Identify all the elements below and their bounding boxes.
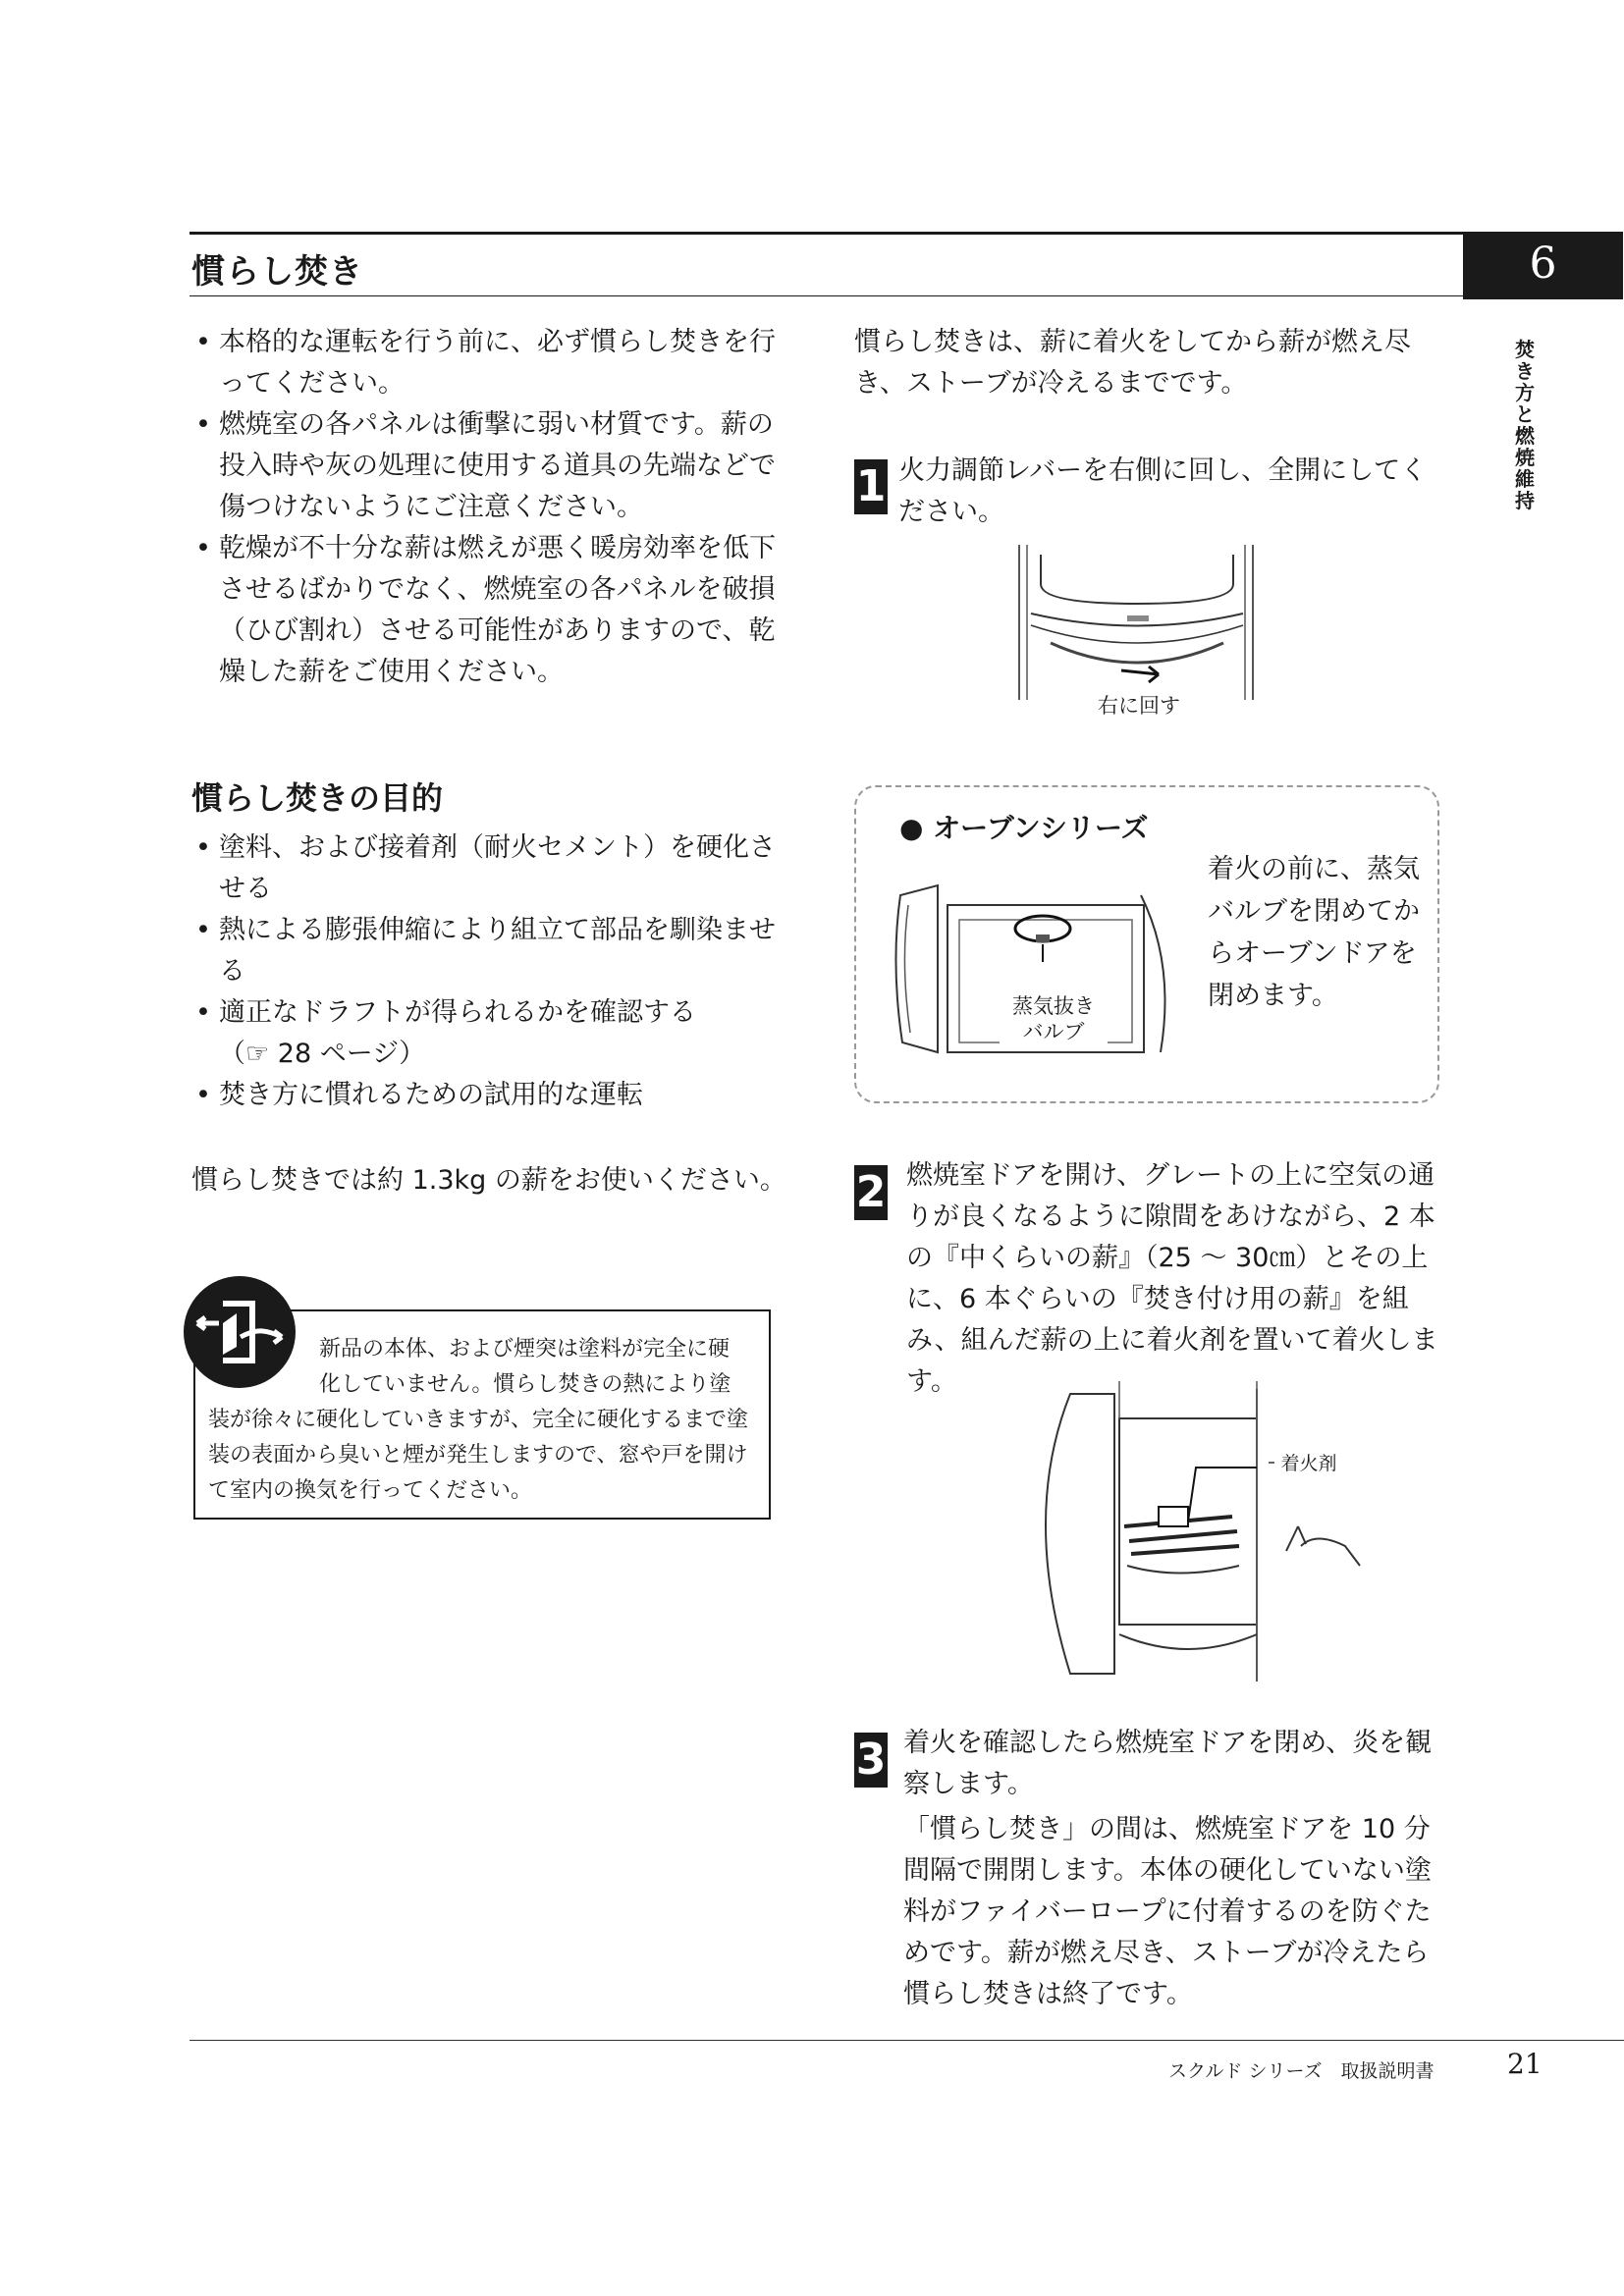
step-1-text: 火力調節レバーを右側に回し、全開にしてください。 bbox=[898, 455, 1428, 527]
note-line-1: 新品の本体、および煙突は塗料が完全に硬 bbox=[319, 1337, 731, 1362]
step-number: 2 bbox=[854, 1165, 888, 1220]
step-3-text: 着火を確認したら燃焼室ドアを閉め、炎を観察します。 bbox=[903, 1728, 1433, 1799]
section-title-bar bbox=[189, 232, 1623, 296]
definition-text: 慣らし焚きは、薪に着火をしてから薪が燃え尽き、ストーブが冷えるまでです。 bbox=[854, 327, 1411, 399]
list-item: • 燃焼室の各パネルは衝撃に弱い材質です。薪の投入時や灰の処理に使用する道具の先端などで傷つけないようにご注意ください。 bbox=[191, 404, 781, 528]
list-item: • 本格的な運転を行う前に、必ず慣らし焚きを行ってください。 bbox=[191, 322, 781, 404]
side-tab-char: 方 bbox=[1515, 381, 1535, 404]
ventilation-icon bbox=[184, 1276, 296, 1388]
list-item: • 焚き方に慣れるための試用的な運転 bbox=[191, 1075, 785, 1116]
side-tab-char: 焚 bbox=[1515, 338, 1535, 361]
purpose-bullet-list bbox=[191, 828, 785, 1116]
footer-manual-name: スクルド シリーズ 取扱説明書 bbox=[1168, 2060, 1435, 2082]
list-item: • 熱による膨張伸縮により組立て部品を馴染ませる bbox=[191, 910, 785, 992]
note-body: 装が徐々に硬化していきますが、完全に硬化するまで塗装の表面から臭いと煙が発生しますので、窓や戸を開けて室内の換気を行ってください。 bbox=[208, 1408, 749, 1503]
fire-lighting-diagram bbox=[1021, 1369, 1365, 1688]
igniter-label: 着火剤 bbox=[1274, 1449, 1343, 1475]
turn-right-label: 右に回す bbox=[1095, 690, 1183, 720]
side-tab-char: き bbox=[1515, 359, 1535, 383]
step-2-text: 燃焼室ドアを開け、グレートの上に空気の通りが良くなるように隙間をあけながら、2 本の『中くらいの薪』（25 ～ 30㎝）とその上に、6 本ぐらいの『焚き付け用の薪』を組み、組んだ薪の上に着火剤を置いて着火します。 bbox=[906, 1160, 1438, 1397]
oven-series-box bbox=[854, 785, 1439, 1103]
chapter-side-tab bbox=[1510, 339, 1540, 511]
footer-rule bbox=[189, 2040, 1624, 2041]
list-item: • 塗料、および接着剤（耐火セメント）を硬化させる bbox=[191, 828, 785, 910]
oven-series-heading: ● オーブンシリーズ bbox=[899, 812, 1149, 844]
chapter-number: 6 bbox=[1463, 232, 1623, 299]
list-item: • 乾燥が不十分な薪は燃えが悪く暖房効率を低下させるばかりでなく、燃焼室の各パネルを破損（ひび割れ）させる可能性がありますので、乾燥した薪をご使用ください。 bbox=[191, 528, 781, 693]
valve-label-2: バルブ bbox=[1000, 1019, 1108, 1044]
purpose-heading: 慣らし焚きの目的 bbox=[191, 779, 444, 817]
side-tab-char: 維 bbox=[1515, 467, 1535, 491]
step-3-detail: 「慣らし焚き」の間は、燃焼室ドアを 10 分間隔で開閉します。本体の硬化していない塗料がファイバーロープに付着するのを防ぐためです。薪が燃え尽き、ストーブが冷えたら慣らし焚きは終了です。 bbox=[903, 1814, 1432, 2009]
list-item: • 適正なドラフトが得られるかを確認する（☞ 28 ページ） bbox=[191, 992, 702, 1075]
side-tab-char: 燃 bbox=[1515, 424, 1535, 448]
oven-series-text: 着火の前に、蒸気バルブを閉めてからオーブンドアを閉めます。 bbox=[1208, 854, 1420, 1011]
intro-bullet-list bbox=[191, 322, 781, 693]
side-tab-char: 持 bbox=[1515, 489, 1535, 512]
valve-label-1: 蒸気抜き bbox=[1000, 993, 1108, 1019]
side-tab-char: と bbox=[1515, 402, 1535, 426]
page-number: 21 bbox=[1507, 2048, 1543, 2080]
step-number: 1 bbox=[854, 459, 888, 514]
step-number: 3 bbox=[854, 1733, 888, 1788]
wood-amount-text: 慣らし焚きでは約 1.3kg の薪をお使いください。 bbox=[191, 1165, 786, 1196]
side-tab-char: 焼 bbox=[1515, 446, 1535, 469]
page-title: 慣らし焚き bbox=[191, 252, 363, 292]
note-line-2: 化していません。慣らし焚きの熱により塗 bbox=[319, 1372, 731, 1397]
